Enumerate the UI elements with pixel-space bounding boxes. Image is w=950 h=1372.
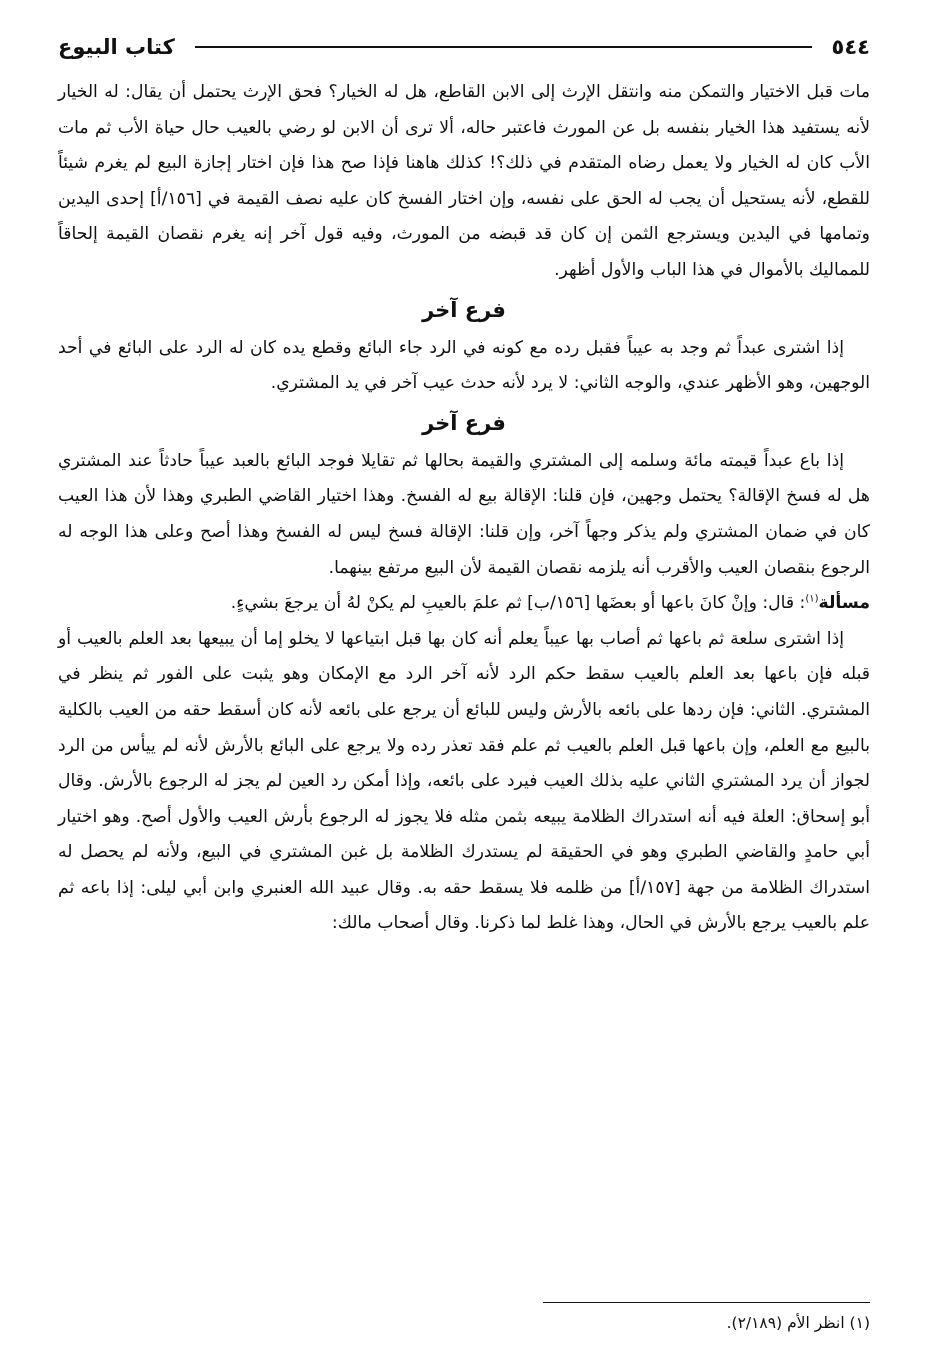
- paragraph-far-1: إذا اشترى عبداً ثم وجد به عيباً فقبل رده مع كونه في الرد جاء البائع وقطع يده كان له الرد على البائع في أحد الوجهين، وهو الأظهر عندي، والوجه الثاني: لا يرد لأنه حدث عيب آخر في يد المشتري.: [58, 337, 870, 394]
- section-heading-far-akhar-1: فرع آخر: [422, 297, 506, 322]
- book-title: كتاب البيوع: [58, 35, 175, 59]
- page-header: [58, 24, 870, 70]
- header-rule: [195, 46, 812, 48]
- body-text: [58, 75, 870, 942]
- paragraph-commentary: إذا اشترى سلعة ثم باعها ثم أصاب بها عيباً يعلم أنه كان بها قبل ابتياعها لا يخلو إما أن يبيعها بعد العلم بالعيب أو قبله فإن باعها بعد العلم بالعيب سقط حكم الرد لأنه آخر الرد مع الإمكان وهو يثبت على الفور ثم ينظر في المشتري. الثاني: فإن ردها على بائعه بالأرش وليس للبائع أن يرجع على بائعه لأنه كان أسقط حقه من العيب بالكلية بالبيع مع العلم، وإن باعها قبل العلم بالعيب ثم علم فقد تعذر رده ولا يرجع على البائع بالأرش لأنه لم ييأس من الرد لجواز أن يرد المشتري الثاني عليه بذلك العيب فيرد على بائعه، وإذا أمكن رد العين لم يجز له الرجوع بالأرش. وقال أبو إسحاق: العلة فيه أنه استدراك الظلامة يبيعه بثمن مثله فلا يجوز له الرجوع بأرش العيب والأول أصح. وهو اختيار أبي حامدٍ والقاضي الطبري وهو في الحقيقة لم يستدرك الظلامة بل غبن المشتري في البيع، ولأنه لم يحصل له استدراك الظلامة من جهة [١٥٧/أ] من ظلمه فلا يسقط حقه به. وقال عبيد الله العنبري وابن أبي ليلى: إذا باعه ثم علم بالعيب يرجع بالأرش في الحال، وهذا غلط لما ذكرنا. وقال أصحاب مالك:: [58, 628, 870, 934]
- footnote-marker: (١): [805, 593, 819, 605]
- masala-text: : قال: وإنْ كانَ باعها أو بعضَها [١٥٦/ب] ثم علمَ بالعيبِ لم يكنْ لهُ أن يرجعَ بشيءٍ.: [230, 593, 806, 614]
- paragraph-far-2: إذا باع عبداً قيمته مائة وسلمه إلى المشتري والقيمة بحالها ثم تقايلا فوجد البائع بالعبد عيباً حادثاً عند المشتري هل له فسخ الإقالة؟ يحتمل وجهين، فإن قلنا: الإقالة بيع له الفسخ. وهذا اختيار القاضي الطبري وهذا لأن هذا العيب كان في ضمان المشتري ولم يذكر وجهاً آخر، وإن قلنا: الإقالة فسخ ليس له الفسخ وهذا أصح وعلى هذا الوجه له الرجوع بنقصان العيب والأقرب أنه يلزمه نقصان القيمة لأن البيع مرتفع بينهما.: [58, 450, 870, 578]
- page-number: ٥٤٤: [831, 35, 870, 59]
- masala-paragraph: [58, 586, 870, 622]
- section-heading-far-akhar-2: فرع آخر: [422, 410, 506, 435]
- masala-term: مسألة: [818, 593, 870, 614]
- footnote-rule: [543, 1302, 870, 1303]
- footnote: (١) انظر الأم (٢/١٨٩).: [726, 1314, 870, 1332]
- paragraph-continuation: مات قبل الاختيار والتمكن منه وانتقل الإرث إلى الابن القاطع، هل له الخيار؟ فحق الإرث يحتمل أن يقال: له الخيار لأنه يستفيد هذا الخيار بنفسه بل عن المورث فاعتبر حاله، ألا ترى أن الابن لو رضي بالعيب حال حياة الأب ثم مات الأب كان له الخيار ولا يعمل رضاه المتقدم في ذلك؟! كذلك هاهنا فإذا صح هذا فإن اختار إجازة البيع لم يغرم شيئاً للقطع، لأنه يستحيل أن يجب له الحق على نفسه، وإن اختار الفسخ كان عليه نصف القيمة في [١٥٦/أ] إحدى اليدين وتمامها في اليدين ويسترجع الثمن إن كان قد قبضه من المورث، وفيه قول آخر إنه يغرم نقصان القيمة إلحاقاً للمماليك بالأموال في هذا الباب والأول أظهر.: [58, 82, 870, 280]
